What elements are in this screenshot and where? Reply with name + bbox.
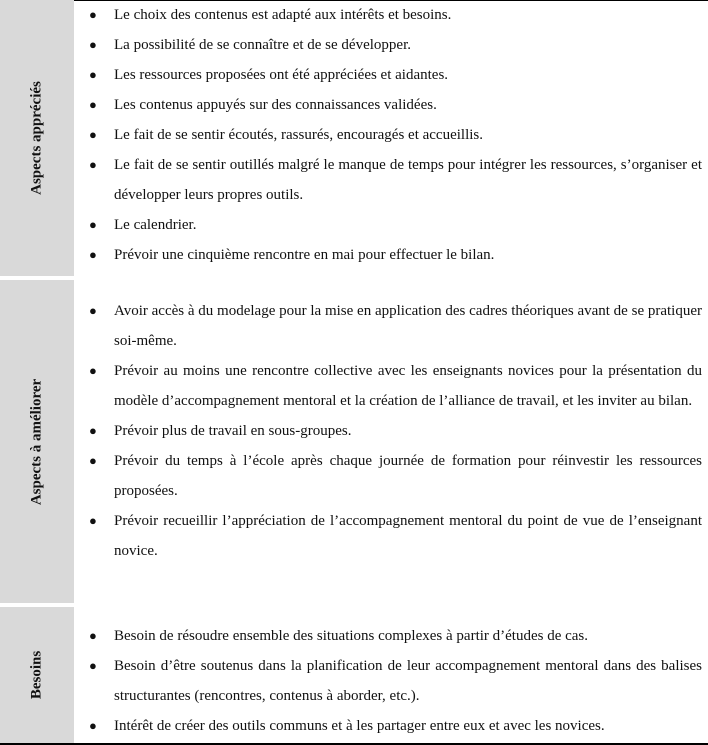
list-item: ● Prévoir au moins une rencontre collective avec les enseignants novices pour la présentation du modèle d’accompagnement mentoral et la création de l’alliance de travail, et les inviter au bilan.	[80, 356, 702, 416]
bullet-icon: ●	[89, 157, 97, 172]
list-item: ● Le calendrier.	[80, 210, 702, 240]
bullet-icon: ●	[89, 718, 97, 733]
bullet-icon: ●	[89, 453, 97, 468]
list-item: ● Besoin de résoudre ensemble des situations complexes à partir d’études de cas.	[80, 621, 702, 651]
section-content	[80, 621, 702, 741]
bullet-icon: ●	[89, 67, 97, 82]
bullet-icon: ●	[89, 628, 97, 643]
list-item: ● Le choix des contenus est adapté aux intérêts et besoins.	[80, 0, 702, 30]
bullet-icon: ●	[89, 37, 97, 52]
section-label-cell	[0, 607, 74, 743]
section-aspects-apprecies	[0, 0, 708, 276]
section-content	[80, 0, 702, 270]
bullet-icon: ●	[89, 303, 97, 318]
section-label: Aspects appréciés	[28, 81, 45, 195]
list-item: ● Prévoir plus de travail en sous-groupes.	[80, 416, 702, 446]
bullet-icon: ●	[89, 423, 97, 438]
section-label: Besoins	[28, 650, 45, 700]
bullet-list	[80, 621, 702, 741]
bullet-icon: ●	[89, 247, 97, 262]
bullet-icon: ●	[89, 7, 97, 22]
list-item: ● Avoir accès à du modelage pour la mise en application des cadres théoriques avant de se pratiquer soi-même.	[80, 296, 702, 356]
list-item: ● Les ressources proposées ont été appréciées et aidantes.	[80, 60, 702, 90]
bullet-icon: ●	[89, 513, 97, 528]
section-label-cell	[0, 0, 74, 276]
list-item: ● Prévoir recueillir l’appréciation de l’accompagnement mentoral du point de vue de l’enseignant novice.	[80, 506, 702, 566]
list-item: ● La possibilité de se connaître et de se développer.	[80, 30, 702, 60]
bullet-icon: ●	[89, 217, 97, 232]
list-item: ● Intérêt de créer des outils communs et à les partager entre eux et avec les novices.	[80, 711, 702, 741]
list-item: ● Les contenus appuyés sur des connaissances validées.	[80, 90, 702, 120]
bullet-list	[80, 296, 702, 566]
bullet-icon: ●	[89, 127, 97, 142]
section-label-cell	[0, 280, 74, 603]
bullet-icon: ●	[89, 97, 97, 112]
section-content	[80, 296, 702, 566]
list-item: ● Prévoir une cinquième rencontre en mai pour effectuer le bilan.	[80, 240, 702, 270]
list-item: ● Le fait de se sentir écoutés, rassurés, encouragés et accueillis.	[80, 120, 702, 150]
bullet-icon: ●	[89, 658, 97, 673]
bullet-list	[80, 0, 702, 270]
section-aspects-a-ameliorer	[0, 276, 708, 603]
list-item: ● Prévoir du temps à l’école après chaque journée de formation pour réinvestir les ressources proposées.	[80, 446, 702, 506]
section-besoins	[0, 607, 708, 743]
list-item: ● Besoin d’être soutenus dans la planification de leur accompagnement mentoral dans des balises structurantes (rencontres, contenus à aborder, etc.).	[80, 651, 702, 711]
section-label: Aspects à améliorer	[28, 378, 45, 505]
bullet-icon: ●	[89, 363, 97, 378]
list-item: ● Le fait de se sentir outillés malgré le manque de temps pour intégrer les ressources, s’organiser et développer leurs propres outils.	[80, 150, 702, 210]
